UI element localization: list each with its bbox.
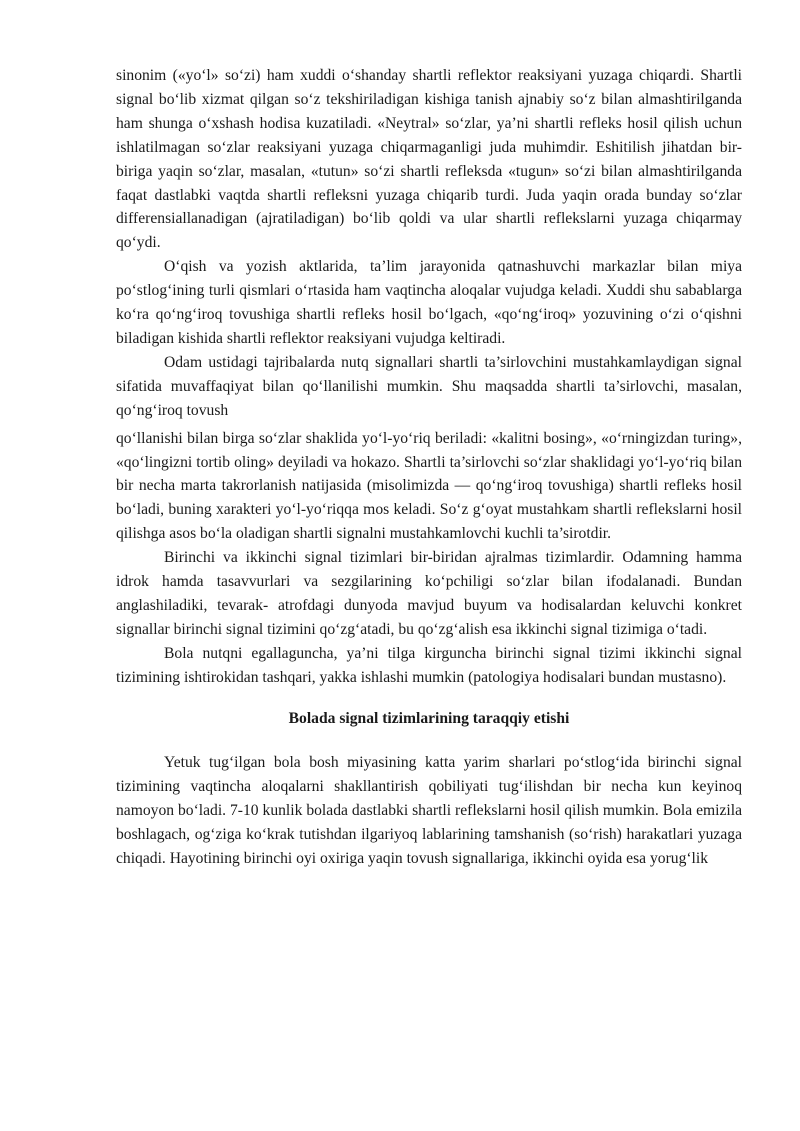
body-paragraph: sinonim («yo‘l» so‘zi) ham xuddi o‘shanday shartli reflektor reaksiyani yuzaga chiqardi. Shartli signal bo‘lib xizmat qilgan so‘z tekshiriladigan kishiga tanish ajnabiy so‘z bilan almashtirilganda ham shunga o‘xshash hodisa kuzatiladi. «Neytral» so‘zlar, ya’ni shartli refleks hosil qilish uchun ishlatilmagan so‘zlar reaksiyani yuzaga chiqarmaganligi juda muhimdir. Eshitilish jihatdan bir-biriga yaqin so‘zlar, masalan, «tutun» so‘zi shartli refleksda «tugun» so‘zi bilan almashtirilganda faqat dastlabki vaqtda shartli refleksni yuzaga chiqarib turdi. Juda yaqin orada bunday so‘zlar differensiallanadigan (ajratiladigan) bo‘lib qoldi va ular shartli reflekslarni yuzaga chiqarmay qo‘ydi. — [116, 67, 742, 252]
section-heading: Bolada signal tizimlarining taraqqiy etishi — [288, 709, 570, 727]
body-paragraph: Odam ustidagi tajribalarda nutq signallari shartli ta’sirlovchini mustahkamlaydigan signal sifatida muvaffaqiyat bilan qo‘llanilishi mumkin. Shu maqsadda shartli ta’sirlovchi, masalan, qo‘ng‘iroq tovush — [116, 353, 742, 419]
body-paragraph: O‘qish va yozish aktlarida, ta’lim jarayonida qatnashuvchi markazlar bilan miya po‘stlog‘ining turli qismlari o‘rtasida ham vaqtincha aloqalar vujudga keladi. Xuddi shu sabablarga ko‘ra qo‘ng‘iroq tovushiga shartli refleks hosil bo‘lgach, «qo‘ng‘iroq» yozuvining o‘zi o‘qishni biladigan kishida shartli reflektor reaksiyani vujudga keltiradi. — [116, 258, 742, 347]
body-paragraph: Birinchi va ikkinchi signal tizimlari bir-biridan ajralmas tizimlardir. Odamning hamma idrok hamda tasavvurlari va sezgilarining ko‘pchiligi so‘zlar bilan ifodalanadi. Bundan anglashiladiki, tevarak- atrofdagi dunyoda mavjud buyum va hodisalardan keluvchi konkret signallar birinchi signal tizimini qo‘zg‘atadi, bu qo‘zg‘alish esa ikkinchi signal tizimiga o‘tadi. — [116, 549, 742, 638]
body-paragraph: Yetuk tug‘ilgan bola bosh miyasining katta yarim sharlari po‘stlog‘ida birinchi signal tizimining vaqtincha aloqalarni shakllantirish qobiliyati tug‘ilishdan bir necha kun keyinoq namoyon bo‘ladi. 7-10 kunlik bolada dastlabki shartli reflekslarni hosil qilish mumkin. Bola emizila boshlagach, og‘ziga ko‘krak tutishdan ilgariyoq lablarining tamshanish (so‘rish) harakatlari yuzaga chiqadi. Hayotining birinchi oyi oxiriga yaqin tovush signallariga, ikkinchi oyida esa yorug‘lik — [116, 754, 742, 868]
body-paragraph: Bola nutqni egallaguncha, ya’ni tilga kirguncha birinchi signal tizimi ikkinchi signal tizimining ishtirokidan tashqari, yakka ishlashi mumkin (patologiya hodisalari bundan mustasno). — [116, 644, 742, 686]
document-page — [116, 64, 742, 871]
body-paragraph: qo‘llanishi bilan birga so‘zlar shaklida yo‘l-yo‘riq beriladi: «kalitni bosing», «o‘rningizdan turing», «qo‘lingizni tortib oling» deyiladi va hokazo. Shartli ta’sirlovchi so‘zlar shaklidagi yo‘l-yo‘riq bilan bir necha marta takrorlanish natijasida (misolimizda — qo‘ng‘iroq tovushiga) shartli refleks hosil bo‘ladi, buning xarakteri yo‘l-yo‘riqqa mos keladi. So‘z g‘oyat mustahkam shartli reflekslarni hosil qilishga asos bo‘la oladigan shartli signalni mustahkamlovchi kuchli ta’sirotdir. — [116, 429, 742, 543]
